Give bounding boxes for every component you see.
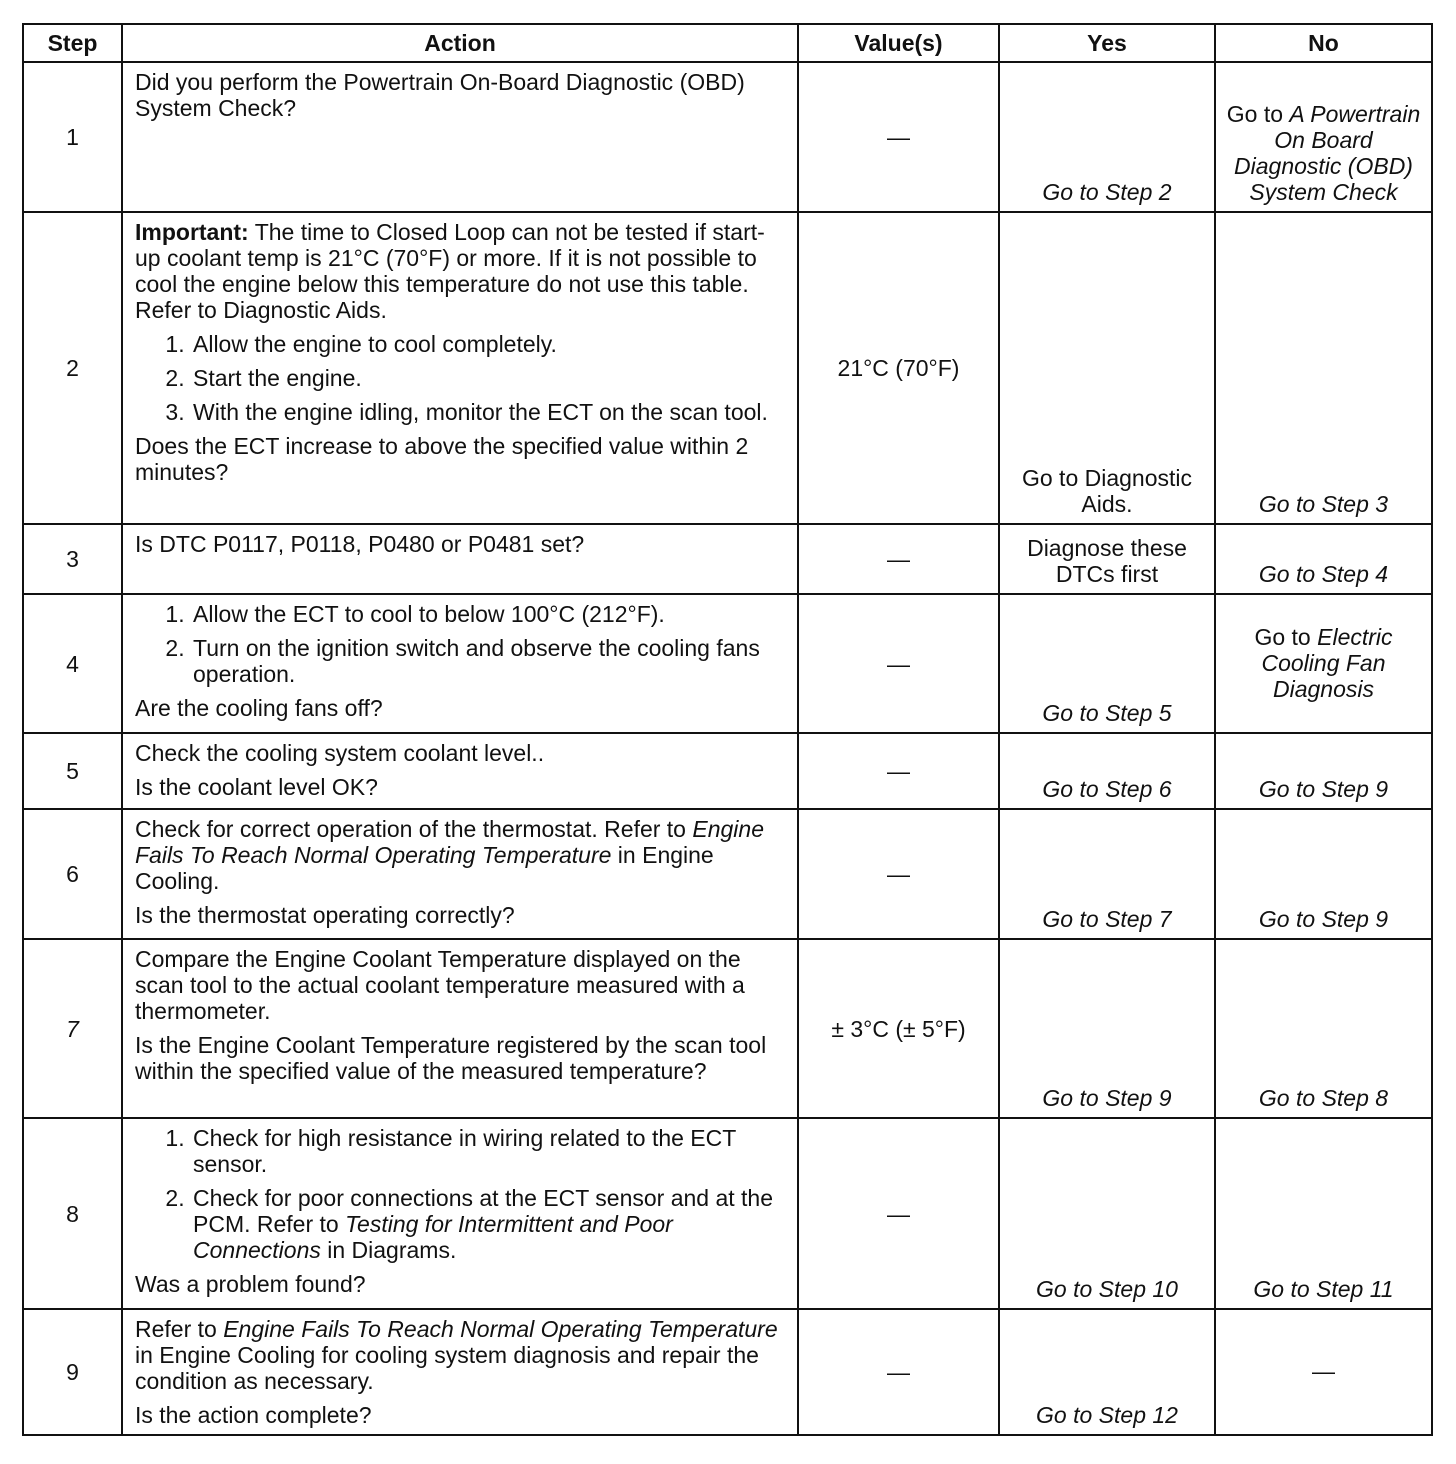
no-cell: Go to Step 8 [1215, 939, 1432, 1118]
table-row [23, 939, 1432, 1118]
diagnostic-table [22, 23, 1433, 1436]
yes-cell: Go to Step 7 [999, 809, 1215, 939]
yes-cell: Go to Step 6 [999, 733, 1215, 809]
no-prefix: Go to [1254, 623, 1318, 650]
yes-cell: Go to Step 5 [999, 594, 1215, 733]
no-cell: Go to Step 4 [1215, 524, 1432, 594]
value-cell: ± 3°C (± 5°F) [798, 939, 999, 1118]
value-cell: — [798, 594, 999, 733]
no-cell: Go to Step 9 [1215, 733, 1432, 809]
step-number: 9 [23, 1309, 122, 1435]
no-link: Electric Cooling Fan Diagnosis [1261, 623, 1393, 702]
step-number: 8 [23, 1118, 122, 1309]
value-cell: — [798, 1118, 999, 1309]
table-row [23, 1118, 1432, 1309]
action-text-part: in Engine Cooling for cooling system diagnosis and repair the condition as necessary. [135, 1342, 759, 1394]
table-row [23, 62, 1432, 212]
action-question: Is the Engine Coolant Temperature registered by the scan tool within the specified value of the measured temperature? [135, 1032, 767, 1084]
step-number: 2 [23, 212, 122, 524]
table-row [23, 212, 1432, 524]
procedure-list [135, 1125, 789, 1263]
value-cell: 21°C (70°F) [798, 212, 999, 524]
value-cell: — [798, 1309, 999, 1435]
important-label: Important: [135, 219, 249, 245]
yes-cell: Go to Step 9 [999, 939, 1215, 1118]
reference-link: Engine Fails To Reach Normal Operating Temperature [223, 1316, 778, 1342]
no-cell: Go to Step 11 [1215, 1118, 1432, 1309]
action-text [135, 1316, 789, 1394]
table-row [23, 1309, 1432, 1435]
value-cell: — [798, 809, 999, 939]
list-text-part: Check for poor connections at the ECT sensor and at the PCM. Refer to [193, 1185, 774, 1237]
yes-cell: Go to Diagnostic Aids. [999, 212, 1215, 524]
value-cell: — [798, 733, 999, 809]
value-cell: — [798, 524, 999, 594]
list-item: 3. With the engine idling, monitor the ECT on the scan tool. [191, 399, 789, 425]
table-row [23, 524, 1432, 594]
list-item: 1. Check for high resistance in wiring related to the ECT sensor. [191, 1125, 789, 1177]
action-question: Is the action complete? [135, 1402, 372, 1428]
header-values: Value(s) [798, 24, 999, 62]
action-cell [122, 524, 798, 594]
no-cell: — [1215, 1309, 1432, 1435]
yes-cell: Go to Step 10 [999, 1118, 1215, 1309]
action-question: Does the ECT increase to above the specified value within 2 minutes? [135, 433, 749, 485]
action-text-part: Refer to [135, 1316, 224, 1342]
action-cell [122, 939, 798, 1118]
action-text-part: in Engine Cooling. [135, 842, 714, 894]
no-cell: Go to Step 3 [1215, 212, 1432, 524]
important-text: The time to Closed Loop can not be tested if start-up coolant temp is 21°C (70°F) or more. If it is not possible to cool the engine below this temperature do not use this table. Refer to Diagnostic Aids. [135, 219, 765, 323]
action-cell [122, 212, 798, 524]
list-item: 2. Start the engine. [191, 365, 789, 391]
no-cell [1215, 62, 1432, 212]
header-row [23, 24, 1432, 62]
no-prefix: Go to [1226, 101, 1290, 127]
step-number: 5 [23, 733, 122, 809]
reference-link: Testing for Intermittent and Poor Connections [193, 1211, 673, 1263]
list-item: 1. Allow the engine to cool completely. [191, 331, 789, 357]
header-yes: Yes [999, 24, 1215, 62]
table-row [23, 733, 1432, 809]
step-number: 7 [23, 939, 122, 1118]
action-cell [122, 809, 798, 939]
step-number: 6 [23, 809, 122, 939]
no-link: A Powertrain On Board Diagnostic (OBD) System Check [1234, 101, 1421, 205]
action-text: Check the cooling system coolant level.. [135, 740, 545, 766]
list-item: 1. Allow the ECT to cool to below 100°C (212°F). [191, 601, 789, 627]
action-cell [122, 1118, 798, 1309]
procedure-list [135, 601, 789, 687]
action-text [135, 816, 789, 894]
header-action: Action [122, 24, 798, 62]
list-text-part: in Diagrams. [320, 1237, 457, 1263]
list-item: 2. Turn on the ignition switch and observe the cooling fans operation. [191, 635, 789, 687]
header-no: No [1215, 24, 1432, 62]
action-question: Is the coolant level OK? [135, 774, 378, 800]
value-cell: — [798, 62, 999, 212]
action-question: Are the cooling fans off? [135, 695, 383, 721]
step-number: 1 [23, 62, 122, 212]
table-row [23, 809, 1432, 939]
action-text: Compare the Engine Coolant Temperature displayed on the scan tool to the actual coolant temperature measured with a thermometer. [135, 946, 745, 1024]
step-number: 3 [23, 524, 122, 594]
action-question: Was a problem found? [135, 1271, 366, 1297]
action-question: Is the thermostat operating correctly? [135, 902, 515, 928]
action-cell [122, 62, 798, 212]
step-number: 4 [23, 594, 122, 733]
action-cell [122, 594, 798, 733]
no-cell [1215, 594, 1432, 733]
yes-cell: Go to Step 2 [999, 62, 1215, 212]
action-question: Is DTC P0117, P0118, P0480 or P0481 set? [135, 531, 585, 557]
action-cell [122, 733, 798, 809]
important-note [135, 219, 789, 323]
action-cell [122, 1309, 798, 1435]
no-cell: Go to Step 9 [1215, 809, 1432, 939]
yes-cell: Go to Step 12 [999, 1309, 1215, 1435]
procedure-list [135, 331, 789, 425]
table-row [23, 594, 1432, 733]
reference-link: Engine Fails To Reach Normal Operating Temperature [135, 816, 764, 868]
yes-cell: Diagnose these DTCs first [999, 524, 1215, 594]
list-item [191, 1185, 789, 1263]
action-text-part: Check for correct operation of the thermostat. Refer to [135, 816, 693, 842]
action-question: Did you perform the Powertrain On-Board Diagnostic (OBD) System Check? [135, 69, 745, 121]
header-step: Step [23, 24, 122, 62]
